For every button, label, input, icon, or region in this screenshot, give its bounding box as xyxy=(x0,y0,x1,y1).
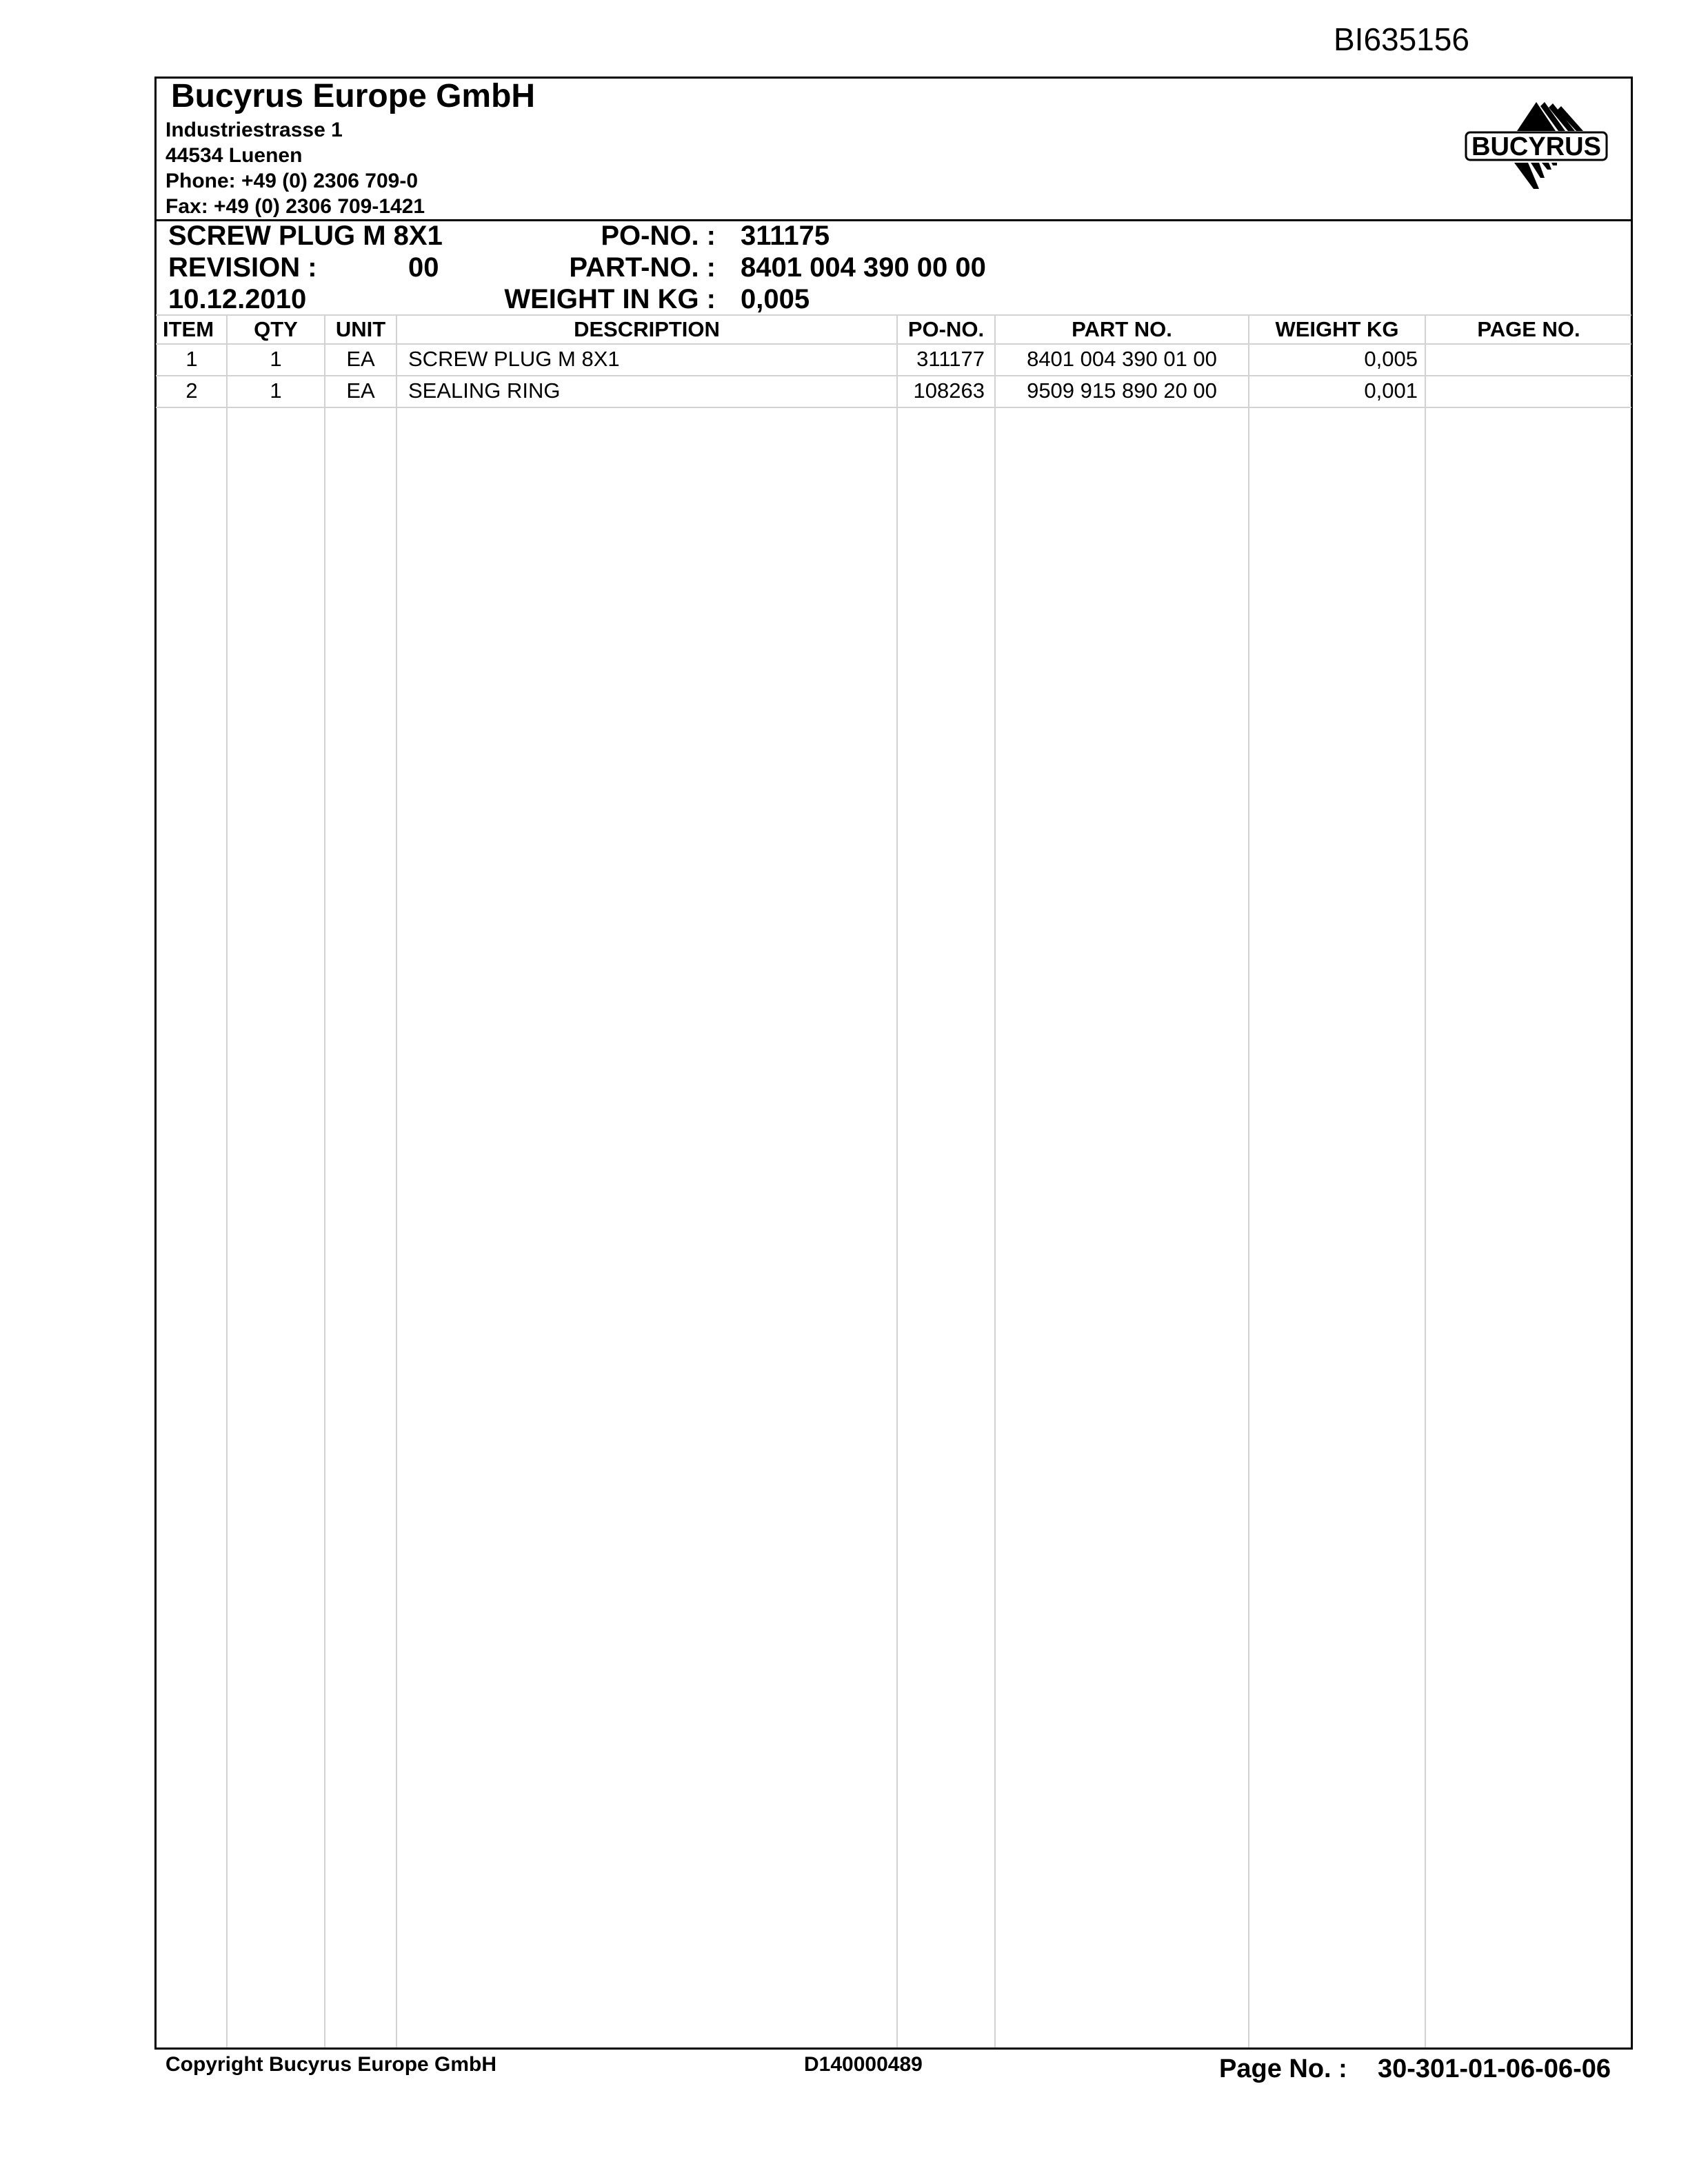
table-row-rule xyxy=(156,375,1631,376)
table-row-item: 2 xyxy=(185,378,198,403)
col-header-part-no: PART NO. xyxy=(1072,317,1172,341)
col-header-item: ITEM xyxy=(163,317,214,341)
table-row-po-no: 108263 xyxy=(913,378,985,403)
table-row-qty: 1 xyxy=(270,347,282,371)
footer-page-number: 30-301-01-06-06-06 xyxy=(1378,2054,1611,2083)
table-row-description: SEALING RING xyxy=(408,378,561,403)
table-header-rule xyxy=(156,343,1631,345)
table-row-item: 1 xyxy=(185,347,198,371)
col-header-unit: UNIT xyxy=(335,317,386,341)
table-row-po-no: 311177 xyxy=(916,347,985,371)
footer-doc-number: D140000489 xyxy=(804,2053,923,2076)
footer-page-label: Page No. : xyxy=(1219,2054,1347,2083)
column-divider xyxy=(324,316,325,2048)
column-divider xyxy=(896,316,898,2048)
col-header-qty: QTY xyxy=(254,317,298,341)
table-row-unit: EA xyxy=(346,378,375,403)
part-no-value: 8401 004 390 00 00 xyxy=(741,252,986,283)
part-title: SCREW PLUG M 8X1 xyxy=(168,221,443,251)
footer-copyright: Copyright Bucyrus Europe GmbH xyxy=(165,2053,497,2076)
col-header-po-no: PO-NO. xyxy=(907,317,985,341)
column-divider xyxy=(1248,316,1249,2048)
table-top-rule xyxy=(156,314,1631,316)
table-row-qty: 1 xyxy=(270,378,282,403)
table-row-description: SCREW PLUG M 8X1 xyxy=(408,347,620,371)
parts-list-frame xyxy=(154,77,1633,2050)
col-header-page-no: PAGE NO. xyxy=(1477,317,1580,341)
company-name: Bucyrus Europe GmbH xyxy=(171,78,536,114)
po-value: 311175 xyxy=(741,221,830,251)
document-id: BI635156 xyxy=(1334,21,1469,57)
table-row-part-no: 9509 915 890 20 00 xyxy=(1027,378,1217,403)
logo-wordmark: BUCYRUS xyxy=(1471,132,1601,161)
part-date: 10.12.2010 xyxy=(168,284,307,314)
part-no-label: PART-NO. : xyxy=(569,252,716,283)
company-phone: Phone: +49 (0) 2306 709-0 xyxy=(165,170,419,192)
table-row-rule xyxy=(156,407,1631,408)
column-divider xyxy=(396,316,397,2048)
weight-label: WEIGHT IN KG : xyxy=(504,284,716,314)
company-street: Industriestrasse 1 xyxy=(165,119,343,141)
company-city: 44534 Luenen xyxy=(165,144,303,167)
table-row-unit: EA xyxy=(346,347,375,371)
weight-value: 0,005 xyxy=(741,284,810,314)
column-divider xyxy=(226,316,228,2048)
company-fax: Fax: +49 (0) 2306 709-1421 xyxy=(165,195,425,218)
table-row-weight: 0,005 xyxy=(1364,347,1418,371)
bucyrus-logo xyxy=(1462,101,1611,192)
revision-label: REVISION : xyxy=(168,252,317,283)
column-divider xyxy=(1425,316,1426,2048)
col-header-weight: WEIGHT KG xyxy=(1275,317,1399,341)
po-label: PO-NO. : xyxy=(601,221,716,251)
col-header-description: DESCRIPTION xyxy=(574,317,720,341)
table-row-weight: 0,001 xyxy=(1364,378,1418,403)
revision-value: 00 xyxy=(408,252,439,283)
table-row-part-no: 8401 004 390 01 00 xyxy=(1027,347,1217,371)
column-divider xyxy=(994,316,996,2048)
